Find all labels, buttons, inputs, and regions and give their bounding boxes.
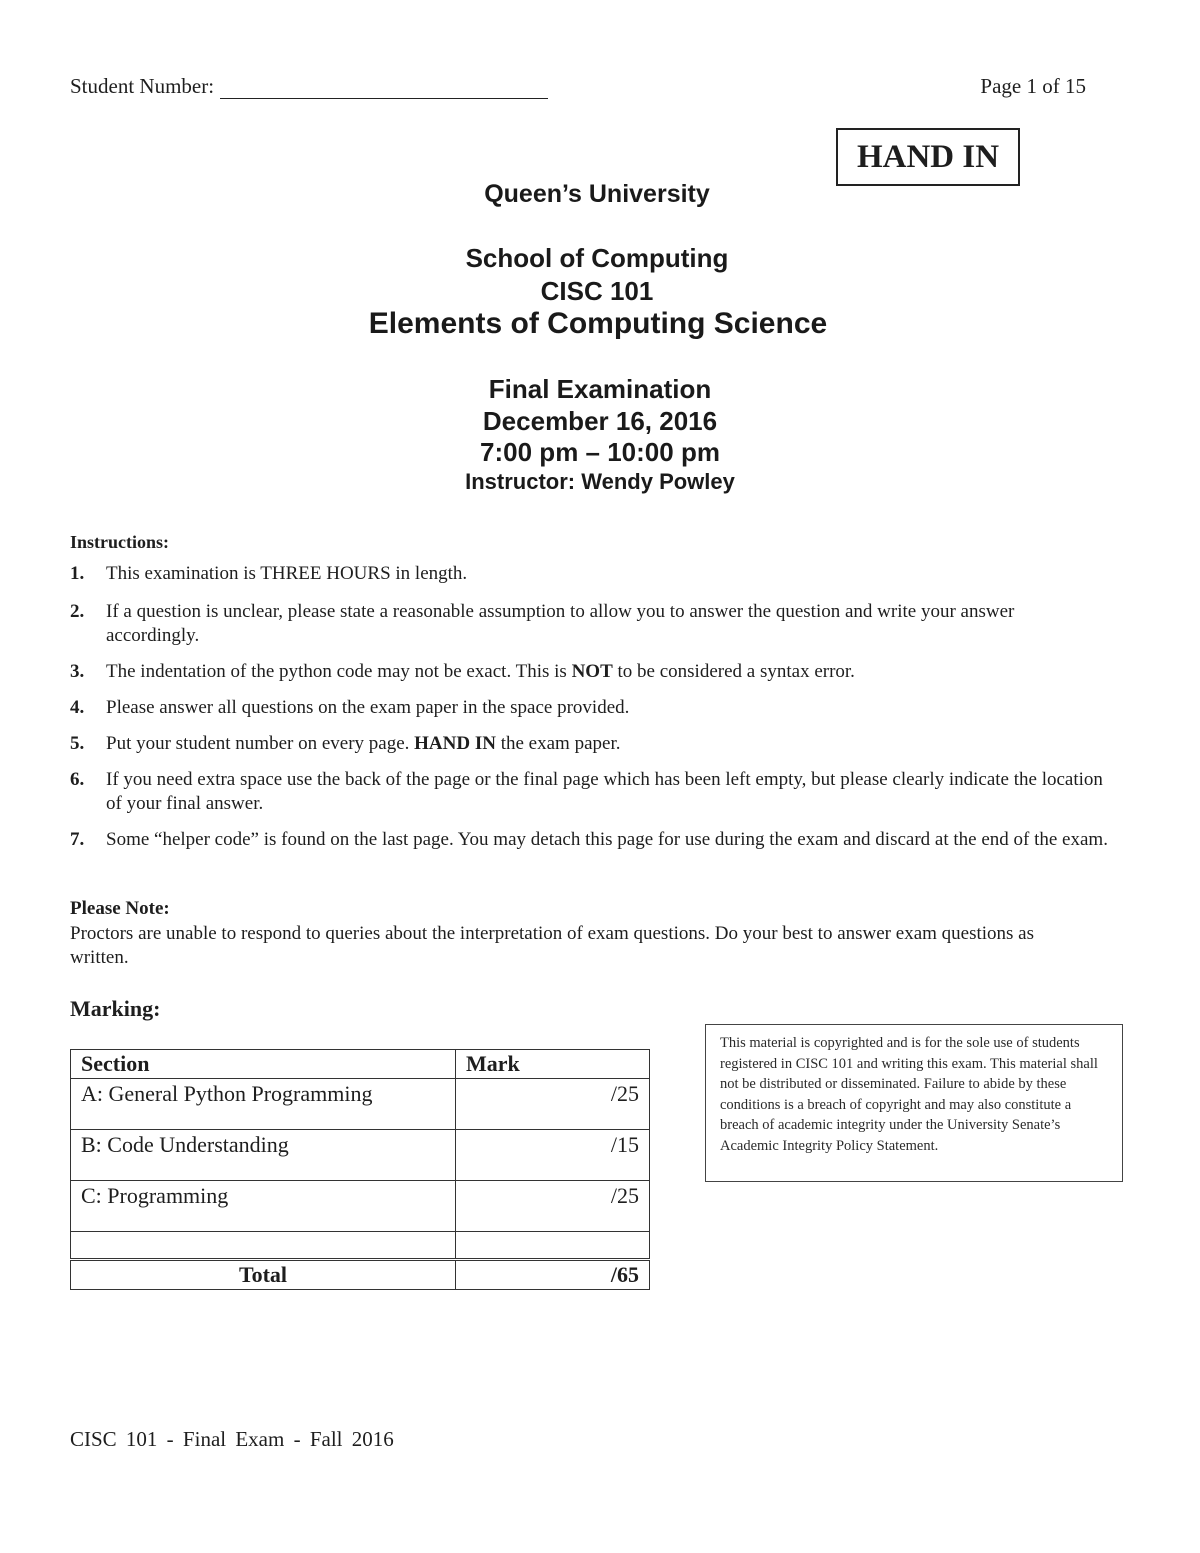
item-text: Put your student number on every page.	[106, 733, 415, 754]
mark-cell	[456, 1232, 650, 1260]
exam-time: 7:00 pm – 10:00 pm	[480, 437, 720, 467]
exam-date: December 16, 2016	[482, 406, 718, 436]
list-item	[70, 660, 1110, 684]
list-item	[70, 828, 1110, 852]
item-text: to be considered a syntax error.	[612, 661, 855, 682]
item-text: If a question is unclear, please state a reasonable assumption to allow you to answer the question and write your answer accordingly.	[106, 601, 1015, 646]
item-number: 1.	[70, 563, 85, 584]
section-cell	[71, 1232, 456, 1260]
item-text: The indentation of the python code may not be exact. This is	[106, 661, 572, 682]
mark-cell[interactable]: /25	[456, 1181, 650, 1232]
table-row-total	[71, 1260, 650, 1290]
table-row	[71, 1079, 650, 1130]
school-name: School of Computing	[465, 243, 729, 273]
col-header-section: Section	[71, 1050, 456, 1079]
list-item	[70, 768, 1110, 816]
table-header-row	[71, 1050, 650, 1079]
item-number: 3.	[70, 661, 85, 682]
item-emphasis: HAND IN	[414, 733, 496, 754]
item-text: the exam paper.	[495, 733, 621, 754]
item-text: If you need extra space use the back of the page or the final page which has been left empty, but please clearly indicate the location of your final answer.	[106, 769, 1103, 814]
instructor: Instructor: Wendy Powley	[465, 469, 735, 494]
table-row-blank	[71, 1232, 650, 1260]
item-text: Some “helper code” is found on the last page. You may detach this page for use during the exam and discard at the end of the exam.	[106, 829, 1108, 850]
section-cell: C: Programming	[71, 1181, 456, 1232]
student-number-blank[interactable]	[220, 77, 548, 99]
item-number: 2.	[70, 601, 85, 622]
course-code: CISC 101	[540, 276, 654, 306]
mark-cell[interactable]: /25	[456, 1079, 650, 1130]
total-mark[interactable]: /65	[456, 1260, 650, 1290]
item-number: 5.	[70, 733, 85, 754]
list-item	[70, 562, 1110, 586]
section-cell: A: General Python Programming	[71, 1079, 456, 1130]
item-number: 6.	[70, 769, 85, 790]
item-number: 7.	[70, 829, 85, 850]
instructions-list	[70, 562, 1110, 852]
page-footer: CISC 101 - Final Exam - Fall 2016	[70, 1427, 394, 1451]
section-cell: B: Code Understanding	[71, 1130, 456, 1181]
col-header-mark: Mark	[456, 1050, 650, 1079]
marks-table	[70, 1049, 650, 1290]
hand-in-box: HAND IN	[836, 128, 1020, 186]
list-item	[70, 600, 1110, 648]
item-emphasis: NOT	[571, 661, 613, 682]
copyright-notice: This material is copyrighted and is for the sole use of students registered in CISC 101 and writing this exam. This material shall not be distributed or disseminated. Failure to abide by these conditions is a breach of copyright and may also constitute a breach of academic integrity under the University Senate’s Academic Integrity Policy Statement.	[705, 1024, 1123, 1182]
exam-type: Final Examination	[488, 374, 712, 404]
student-number-label: Student Number:	[70, 74, 215, 98]
table-row	[71, 1181, 650, 1232]
item-number: 4.	[70, 697, 85, 718]
course-name: Elements of Computing Science	[368, 307, 828, 340]
item-text: Please answer all questions on the exam paper in the space provided.	[106, 697, 630, 718]
note-text: Proctors are unable to respond to queries about the interpretation of exam questions. Do your best to answer exam questions as written.	[70, 923, 1035, 968]
list-item	[70, 696, 1110, 720]
marking-heading: Marking:	[70, 996, 161, 1021]
page-indicator: Page 1 of 15	[980, 74, 1086, 98]
student-number-field	[70, 74, 548, 99]
note-heading: Please Note:	[70, 898, 170, 919]
total-label: Total	[71, 1260, 456, 1290]
mark-cell[interactable]: /15	[456, 1130, 650, 1181]
university-name: Queen’s University	[484, 180, 710, 208]
list-item	[70, 732, 1110, 756]
instructions-heading: Instructions:	[70, 532, 170, 552]
item-text: This examination is THREE HOURS in length.	[106, 563, 468, 584]
table-row	[71, 1130, 650, 1181]
